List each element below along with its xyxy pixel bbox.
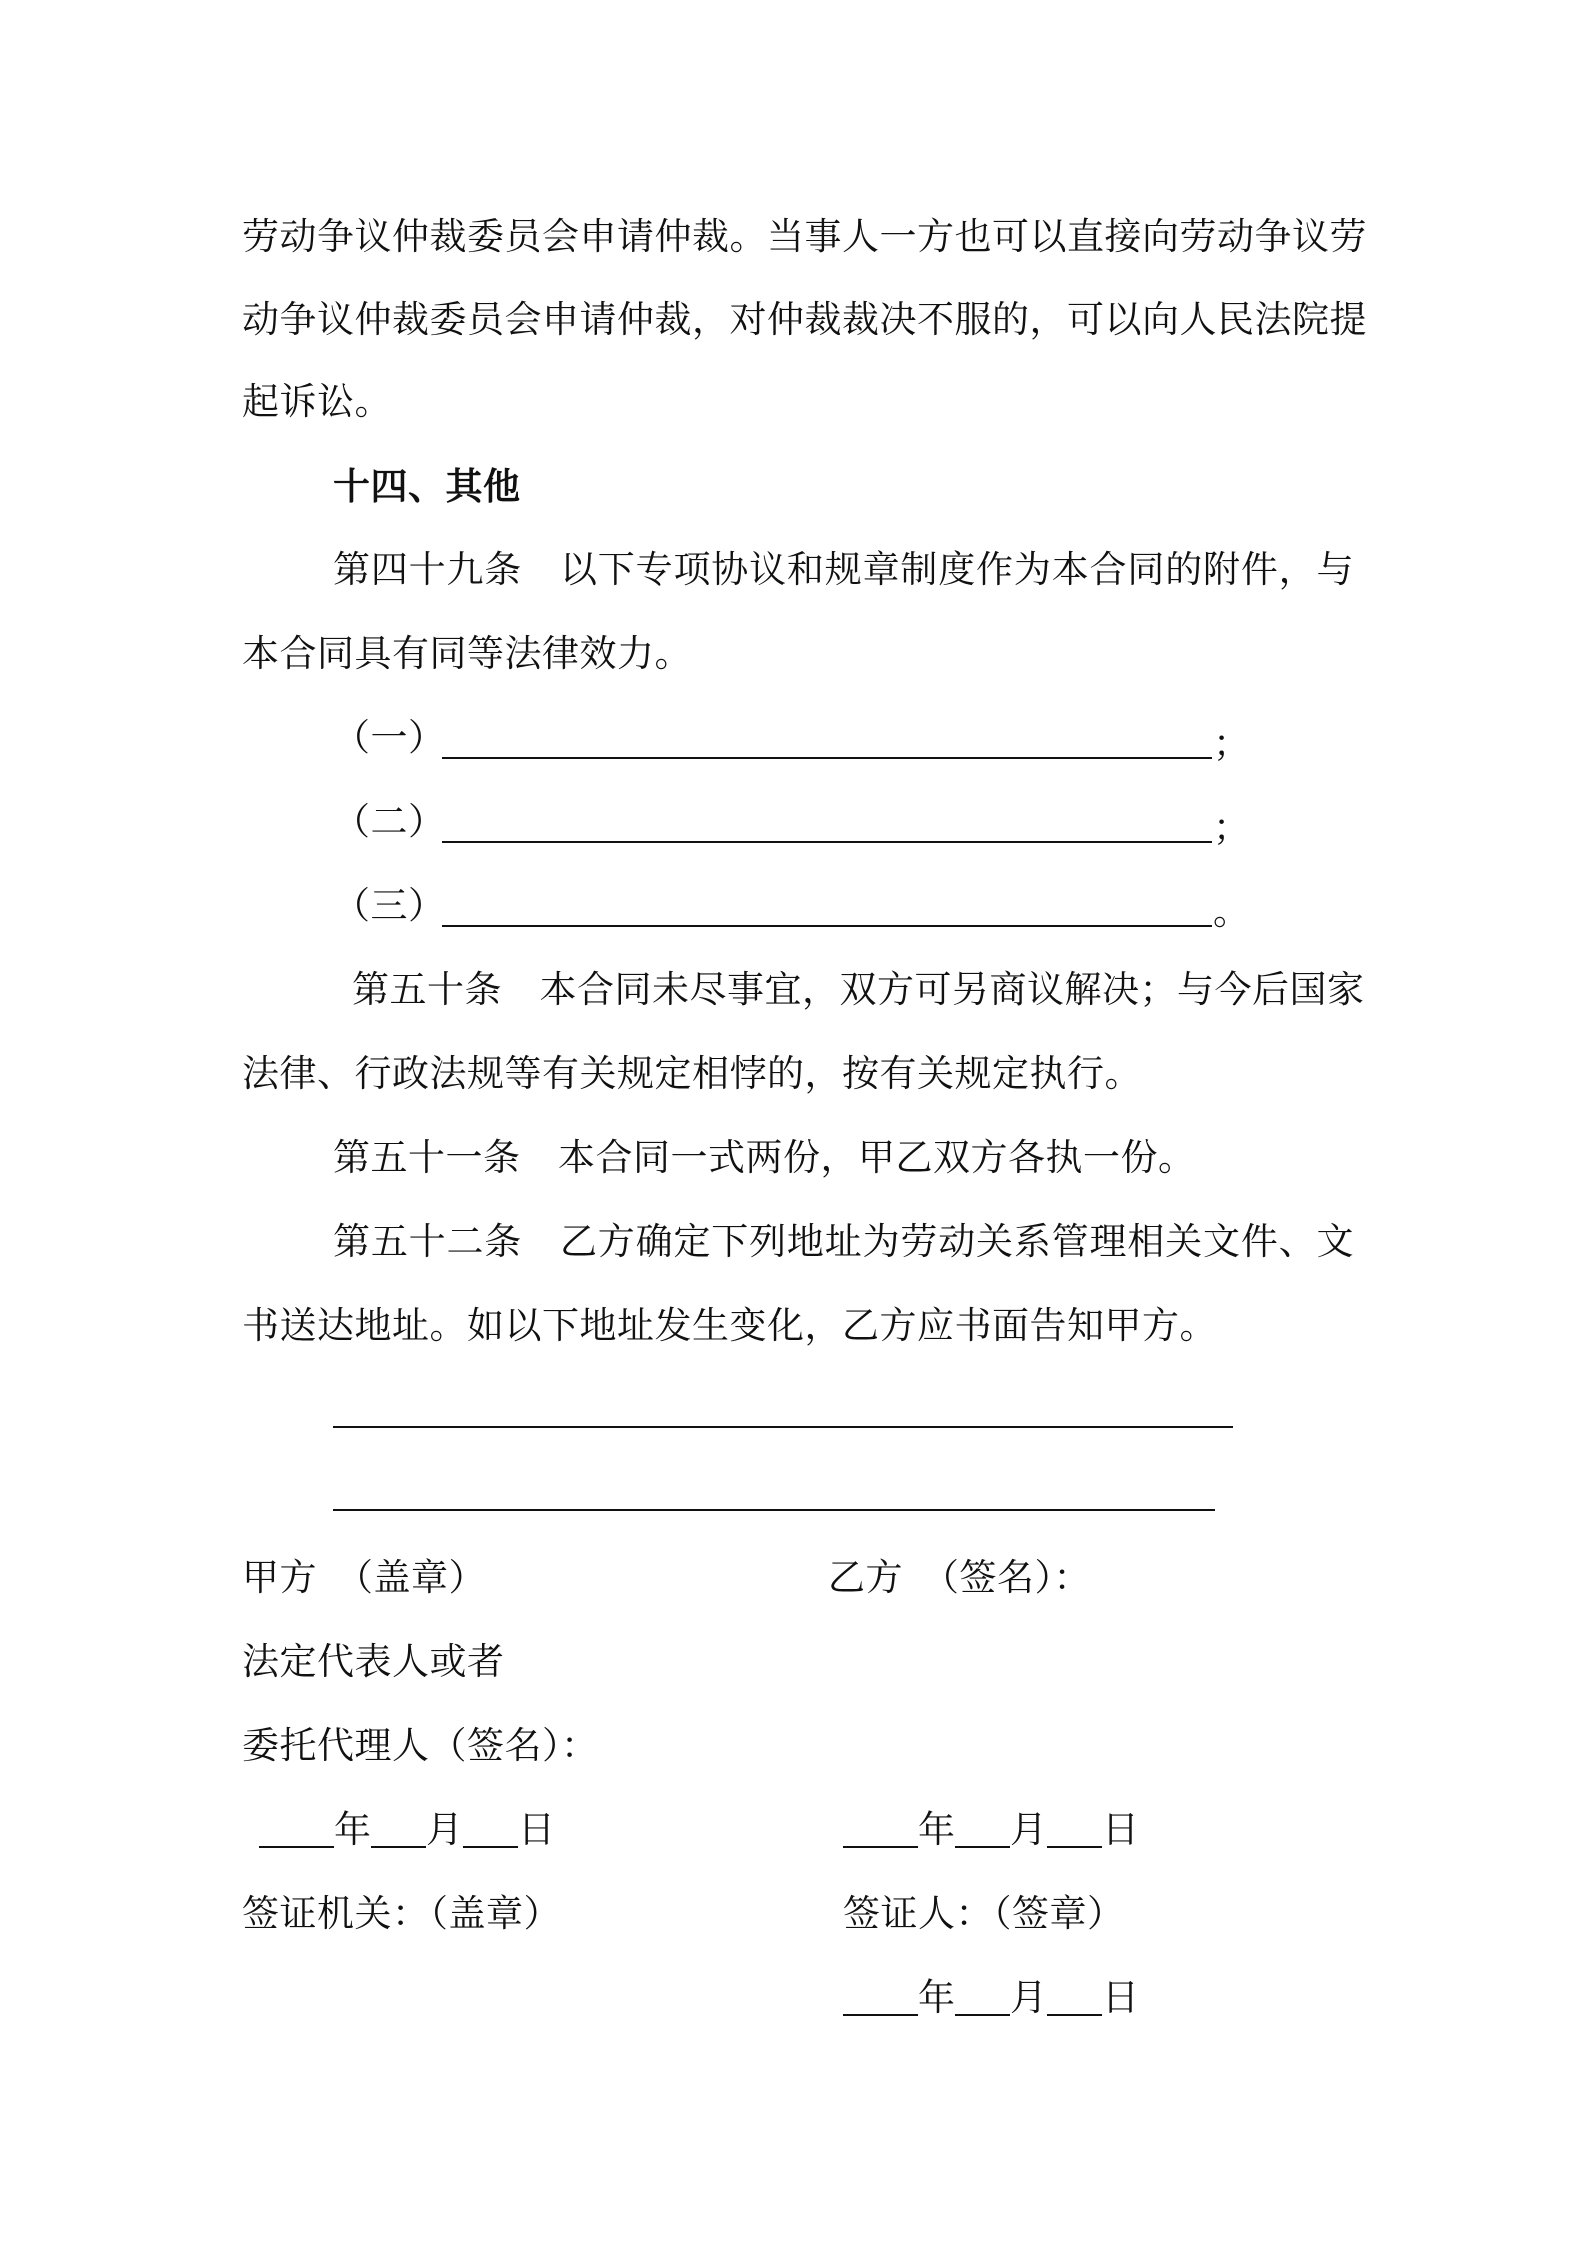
article-49-line-1: 第四十九条 以下专项协议和规章制度作为本合同的附件，与 <box>333 548 1354 591</box>
day-blank <box>1047 1812 1102 1848</box>
address-line-1 <box>333 1426 1233 1428</box>
intro-line-3: 起诉讼。 <box>242 380 392 423</box>
attachment-item-3-label: （三） <box>333 884 446 927</box>
day-blank <box>1047 1980 1102 2016</box>
month-label: 月 <box>426 1808 463 1851</box>
legal-representative-label: 法定代表人或者 <box>242 1640 505 1683</box>
month-blank <box>371 1812 426 1848</box>
day-blank <box>463 1812 518 1848</box>
month-label: 月 <box>1010 1976 1047 2019</box>
day-label: 日 <box>1102 1976 1139 2019</box>
certifier-signature: 签证人：（签章） <box>843 1892 1125 1935</box>
attachment-item-2-blank <box>442 841 1212 843</box>
article-49-line-2: 本合同具有同等法律效力。 <box>242 632 692 675</box>
attachment-item-1-blank <box>442 757 1212 759</box>
month-blank <box>955 1812 1010 1848</box>
party-a-date <box>259 1806 555 1854</box>
attachment-item-2-label: （二） <box>333 800 446 843</box>
day-label: 日 <box>518 1808 555 1851</box>
year-blank <box>259 1812 334 1848</box>
authorized-agent-label: 委托代理人（签名）： <box>242 1724 599 1767</box>
certifier-date <box>843 1974 1139 2022</box>
attachment-item-1-label: （一） <box>333 716 446 759</box>
article-50-line-2: 法律、行政法规等有关规定相悖的，按有关规定执行。 <box>242 1052 1142 1095</box>
article-51-line-1: 第五十一条 本合同一式两份，甲乙双方各执一份。 <box>333 1136 1196 1179</box>
year-label: 年 <box>334 1808 371 1851</box>
certifying-authority-seal: 签证机关：（盖章） <box>242 1892 561 1935</box>
party-b-signature: 乙方 （签名）： <box>828 1556 1091 1599</box>
article-52-line-2: 书送达地址。如以下地址发生变化，乙方应书面告知甲方。 <box>242 1304 1217 1347</box>
year-label: 年 <box>918 1976 955 2019</box>
attachment-item-2-end: ； <box>1213 806 1251 849</box>
month-label: 月 <box>1010 1808 1047 1851</box>
year-blank <box>843 1812 918 1848</box>
party-b-date <box>843 1806 1139 1854</box>
day-label: 日 <box>1102 1808 1139 1851</box>
intro-line-1: 劳动争议仲裁委员会申请仲裁。当事人一方也可以直接向劳动争议劳 <box>242 215 1367 258</box>
party-a-seal: 甲方 （盖章） <box>242 1556 486 1599</box>
attachment-item-1-end: ； <box>1213 722 1251 765</box>
year-label: 年 <box>918 1808 955 1851</box>
month-blank <box>955 1980 1010 2016</box>
section-heading: 十四、其他 <box>333 464 521 508</box>
attachment-item-3-blank <box>442 925 1212 927</box>
article-50-line-1: 第五十条 本合同未尽事宜，双方可另商议解决；与今后国家 <box>352 968 1365 1011</box>
intro-line-2: 动争议仲裁委员会申请仲裁，对仲裁裁决不服的，可以向人民法院提 <box>242 298 1367 341</box>
article-52-line-1: 第五十二条 乙方确定下列地址为劳动关系管理相关文件、文 <box>333 1220 1354 1263</box>
attachment-item-3-end: 。 <box>1213 890 1251 933</box>
year-blank <box>843 1980 918 2016</box>
address-line-2 <box>333 1509 1215 1511</box>
